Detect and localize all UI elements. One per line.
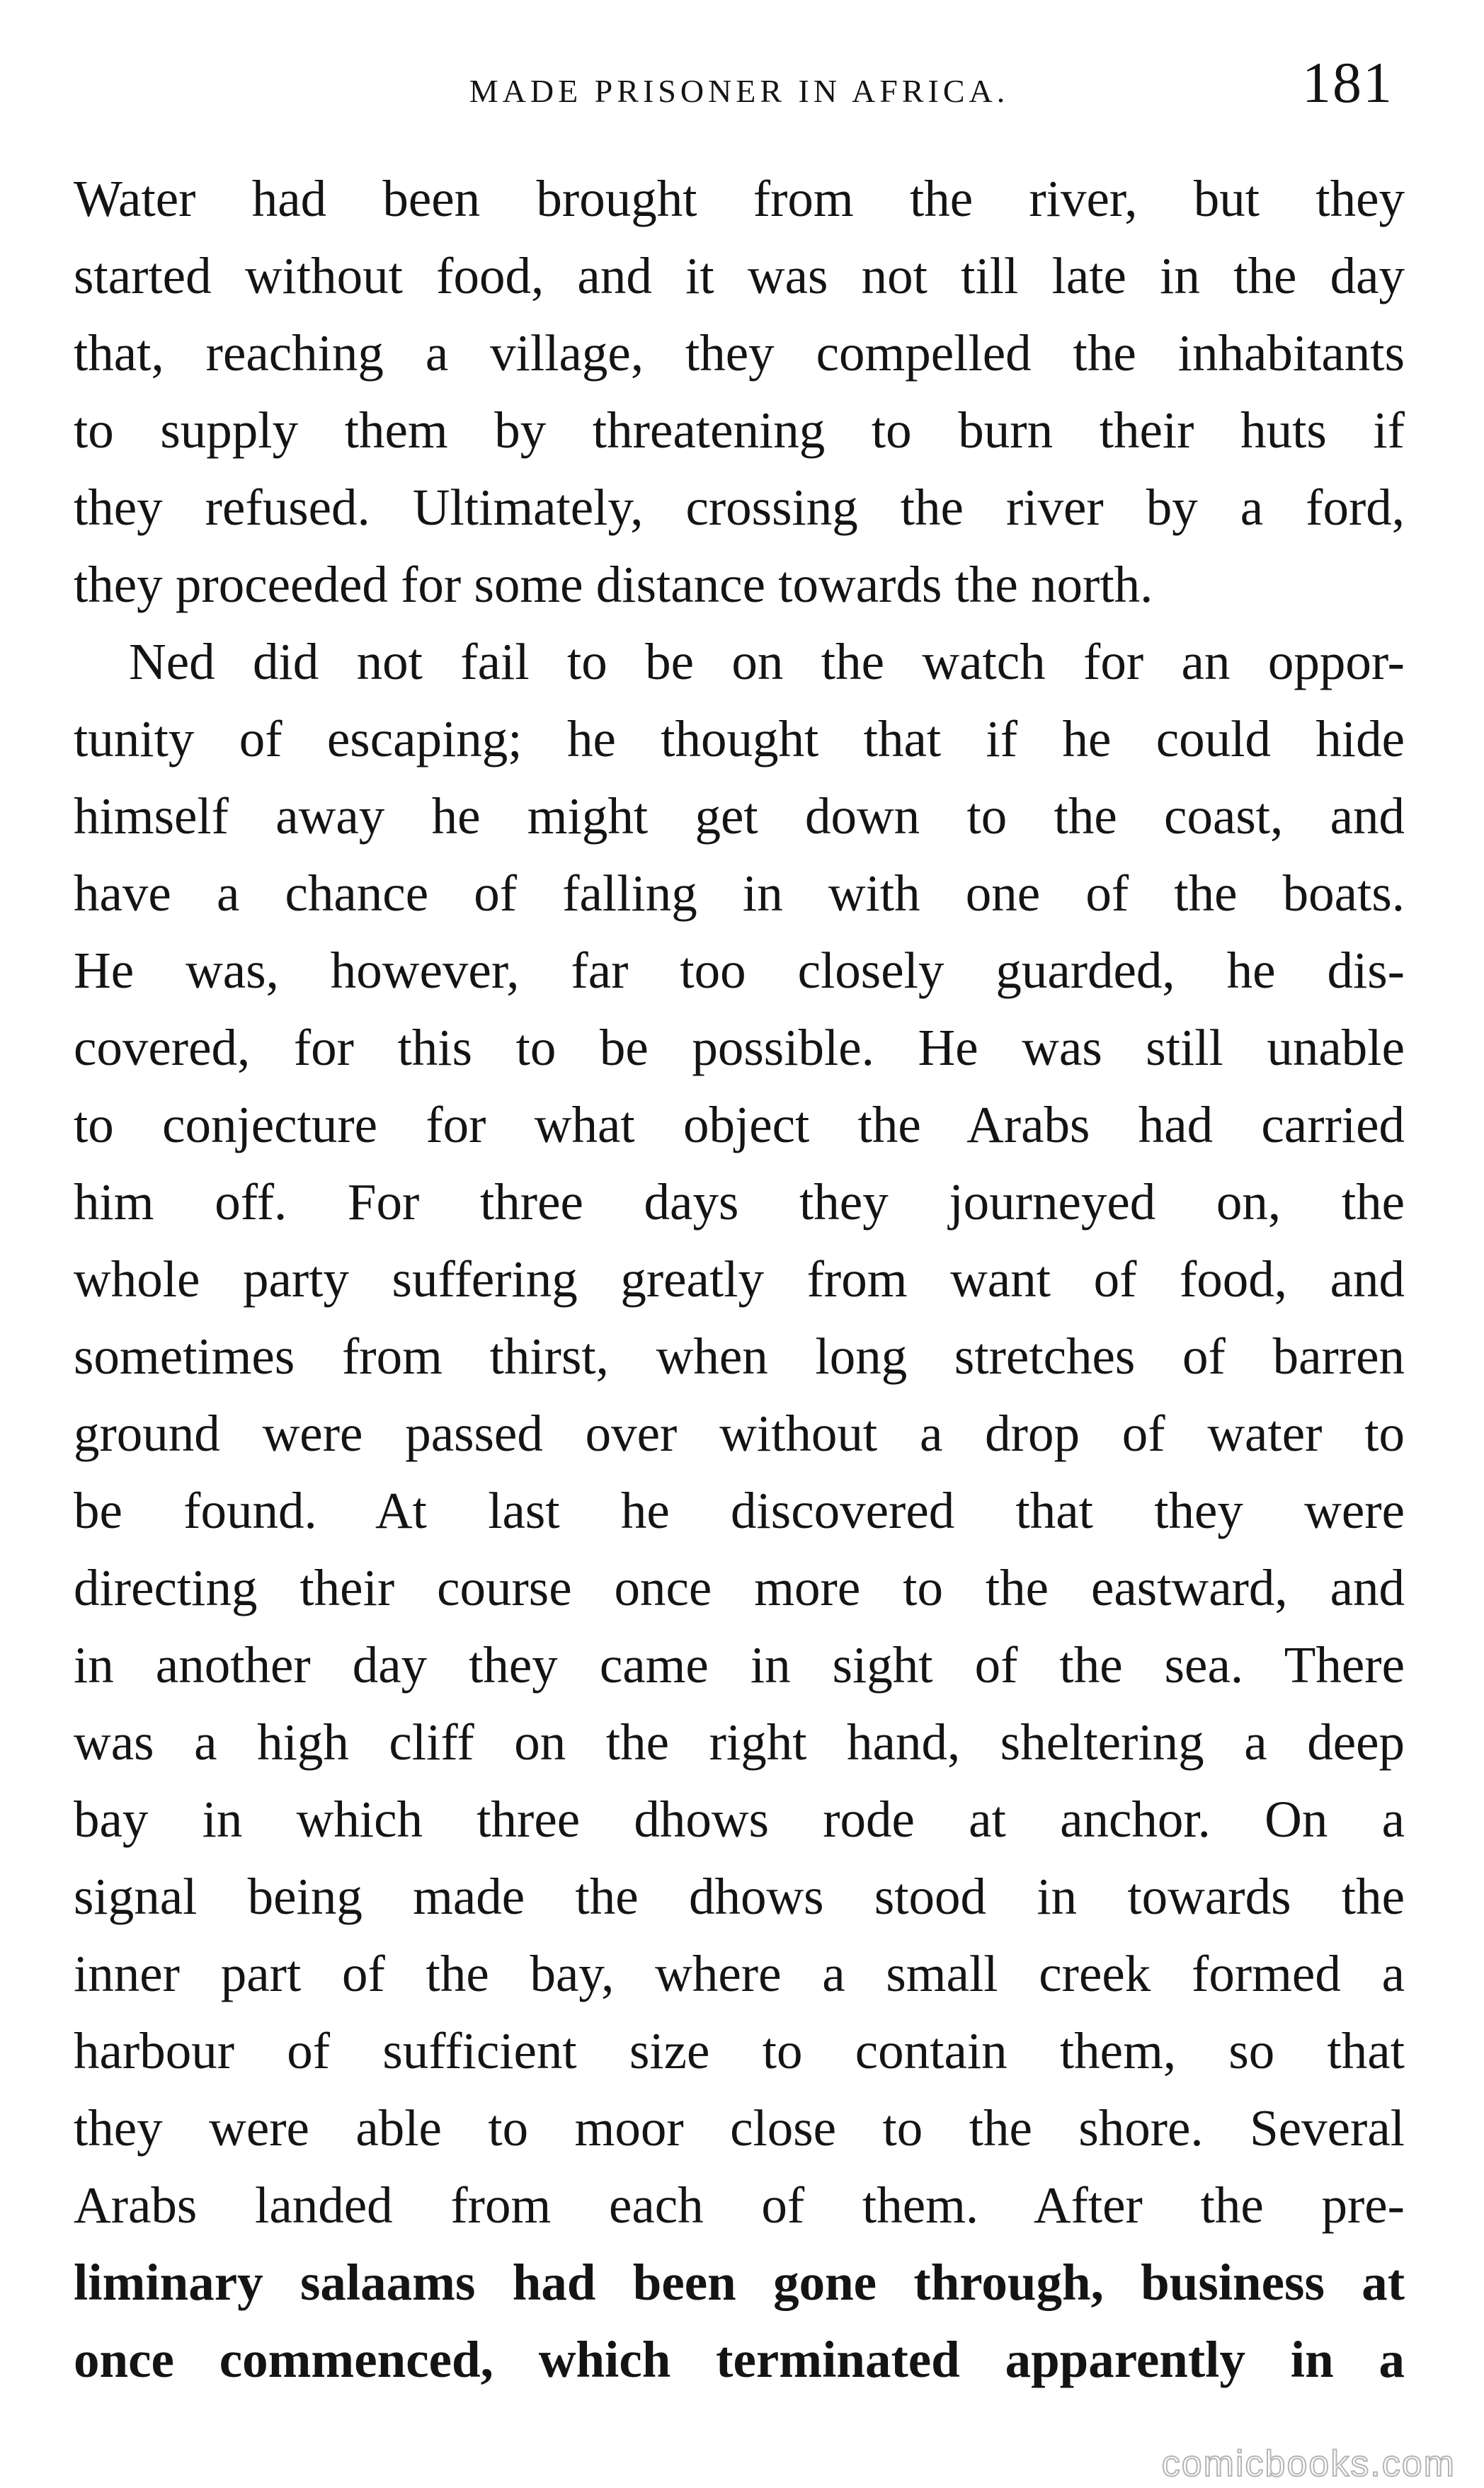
text-line: ground were passed over without a drop of water to [74, 1405, 1405, 1462]
watermark: comicbooks.com [1161, 2443, 1456, 2484]
text-line: that, reaching a village, they compelled the inhabitants [74, 324, 1405, 382]
text-line: him off. For three days they journeyed on, the [74, 1173, 1405, 1231]
text-line: Water had been brought from the river, but they [74, 170, 1405, 227]
text-line: whole party suffering greatly from want of food, and [74, 1250, 1405, 1308]
text-line: to conjecture for what object the Arabs had carried [74, 1096, 1405, 1153]
text-line: was a high cliff on the right hand, sheltering a deep [74, 1713, 1405, 1771]
text-line: once commenced, which terminated apparently in a [74, 2331, 1405, 2388]
text-line: liminary salaams had been gone through, business at [74, 2254, 1405, 2311]
text-line: have a chance of falling in with one of the boats. [74, 864, 1405, 922]
text-line: they proceeded for some distance towards the north. [74, 556, 1153, 613]
text-line: Ned did not fail to be on the watch for an oppor- [129, 633, 1405, 690]
text-line: sometimes from thirst, when long stretches of barren [74, 1328, 1405, 1385]
text-line: they refused. Ultimately, crossing the river by a ford, [74, 479, 1405, 536]
text-line: tunity of escaping; he thought that if he could hide [74, 710, 1405, 767]
running-title: MADE PRISONER IN AFRICA. [469, 73, 1010, 109]
text-line: started without food, and it was not till late in the day [74, 247, 1405, 304]
page-number: 181 [1302, 50, 1393, 115]
text-line: He was, however, far too closely guarded, he dis- [74, 942, 1405, 999]
text-line: bay in which three dhows rode at anchor. On a [74, 1791, 1405, 1848]
text-line: covered, for this to be possible. He was still unable [74, 1019, 1405, 1076]
text-line: signal being made the dhows stood in towards the [74, 1868, 1405, 1925]
text-line: to supply them by threatening to burn their huts if [74, 401, 1405, 459]
text-line: be found. At last he discovered that they were [74, 1482, 1405, 1539]
body-text [74, 160, 1405, 2398]
page-header [74, 50, 1405, 135]
text-line: inner part of the bay, where a small creek formed a [74, 1945, 1405, 2002]
text-line: they were able to moor close to the shore. Several [74, 2099, 1405, 2157]
text-line: in another day they came in sight of the sea. There [74, 1636, 1405, 1694]
text-line: Arabs landed from each of them. After the pre- [74, 2176, 1405, 2234]
text-line: harbour of sufficient size to contain them, so that [74, 2022, 1405, 2079]
text-line: directing their course once more to the eastward, and [74, 1559, 1405, 1616]
text-line: himself away he might get down to the coast, and [74, 787, 1405, 845]
